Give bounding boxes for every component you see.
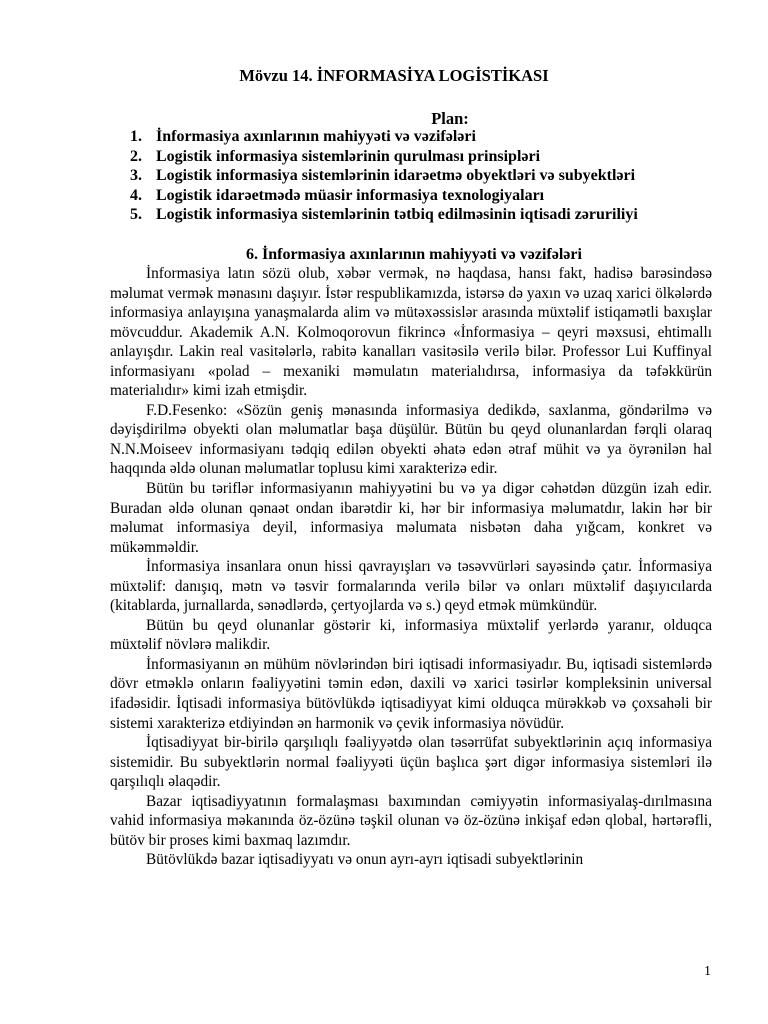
page-number: 1 [704, 964, 711, 979]
plan-item-number: 3. [130, 167, 142, 185]
paragraph: İnformasiya latın sözü olub, xəbər vermək, nə haqdasa, hansı fakt, hadisə barəsindəsə məlumat vermək mənasını daşıyır. İstər respublikamızda, istərsə də yaxın və uzaq xarici ölkələrdə informasiya anlayışına yanaşmalarda alim və mütəxəssislər arasında müxtəlif istiqamətli baxışlar mövcuddur. Akademik A.N. Kolmoqorovun fikrincə «İnformasiya – qeyri məxsusi, ehtimallı anlayışdır. Lakin real vasitələrlə, rabitə kanalları vasitəsilə verilə bilər. Professor Lui Kuffinyal informasiyanı «polad – mexaniki məmulatın materialıdırsa, informasiya da təfəkkürün materialıdır» kimi izah etmişdir. [110, 265, 712, 400]
plan-heading: Plan: [431, 109, 469, 128]
plan-item [130, 186, 638, 206]
plan-item [130, 166, 638, 186]
plan-item [130, 205, 638, 225]
paragraph: İnformasiyanın ən mühüm növlərindən biri iqtisadi informasiyadır. Bu, iqtisadi sistemlərdə dövr etməklə onların fəaliyyətini təmin edən, daxili və xarici təsirlər kompleksinin universal ifadəsidir. İqtisadi informasiya bütövlükdə iqtisadiyyat kimi olduqca mürəkkəb və çoxsahəli bir sistemi xarakterizə etdiyindən ən harmonik və çevik informasiya növüdür. [110, 655, 712, 732]
paragraph: Bütün bu qeyd olunanlar göstərir ki, informasiya müxtəlif yerlərdə yaranır, olduqca müxtəlif növlərə malikdir. [110, 616, 712, 654]
plan-item [130, 127, 638, 147]
paragraph: Bazar iqtisadiyyatının formalaşması baxımından cəmiyyətin informasiyalaş-dırılmasına vahid informasiya məkanında öz-özünə təşkil olunan və öz-özünə inkişaf edən qlobal, hərtərəfli, bütöv bir proses kimi baxmaq lazımdır. [110, 792, 712, 849]
plan-item-number: 1. [130, 128, 142, 145]
paragraph: F.D.Fesenko: «Sözün geniş mənasında informasiya dedikdə, saxlanma, göndərilmə və dəyişdirilmə obyekti olan məlumatlar başa düşülür. Bütün bu qeyd olunanlardan fərqli olaraq N.N.Moiseev informasiyanı tədqiq edilən obyekti əhatə edən ətraf mühit və ya öyrənilən hal haqqında əldə olunan məlumatlar toplusu kimi xarakterizə edir. [110, 401, 712, 478]
plan-item-text: Logistik informasiya sistemlərinin tətbiq edilməsinin iqtisadi zəruriliyi [156, 206, 638, 224]
section-heading: 6. İnformasiya axınlarının mahiyyəti və vəzifələri [246, 246, 582, 263]
paragraph: İqtisadiyyat bir-birilə qarşılıqlı fəaliyyətdə olan təsərrüfat subyektlərinin açıq informasiya sistemidir. Bu subyektlərin normal fəaliyyəti üçün başlıca şərt digər informasiya sistemləri ilə qarşılıqlı əlaqədir. [110, 734, 712, 791]
plan-item [130, 147, 638, 167]
document-title: Mövzu 14. İNFORMASİYA LOGİSTİKASI [239, 66, 549, 85]
plan-item-number: 5. [130, 206, 142, 224]
plan-list [130, 127, 638, 225]
plan-item-text: Logistik idarəetmədə müasir informasiya texnologiyaları [156, 186, 545, 204]
body-text [110, 264, 712, 870]
plan-item-number: 2. [130, 147, 142, 165]
plan-item-text: Logistik informasiya sistemlərinin idarəetmə obyektləri və subyektləri [156, 167, 636, 185]
paragraph: Bütövlükdə bazar iqtisadiyyatı və onun ayrı-ayrı iqtisadi subyektlərinin [146, 851, 584, 869]
paragraph: Bütün bu təriflər informasiyanın mahiyyətini bu və ya digər cəhətdən düzgün izah edir. Buradan əldə olunan qənaət ondan ibarətdir ki, hər bir informasiya məlumatdır, lakin hər bir məlumat informasiya deyil, informasiya məlumata nisbətən daha yığcam, konkret və mükəmməldir. [110, 480, 712, 556]
plan-item-text: Logistik informasiya sistemlərinin qurulması prinsipləri [156, 147, 541, 165]
plan-item-text: İnformasiya axınlarının mahiyyəti və vəzifələri [156, 128, 476, 145]
paragraph: İnformasiya insanlara onun hissi qavrayışları və təsəvvürləri sayəsində çatır. İnformasiya müxtəlif: danışıq, mətn və təsvir formalarında verilə bilər və onları müxtəlif daşıyıcılarda (kitablarda, jurnallarda, sənədlərdə, çertyojlarda və s.) qeyd etmək mümkündür. [110, 558, 712, 615]
plan-item-number: 4. [130, 186, 142, 204]
